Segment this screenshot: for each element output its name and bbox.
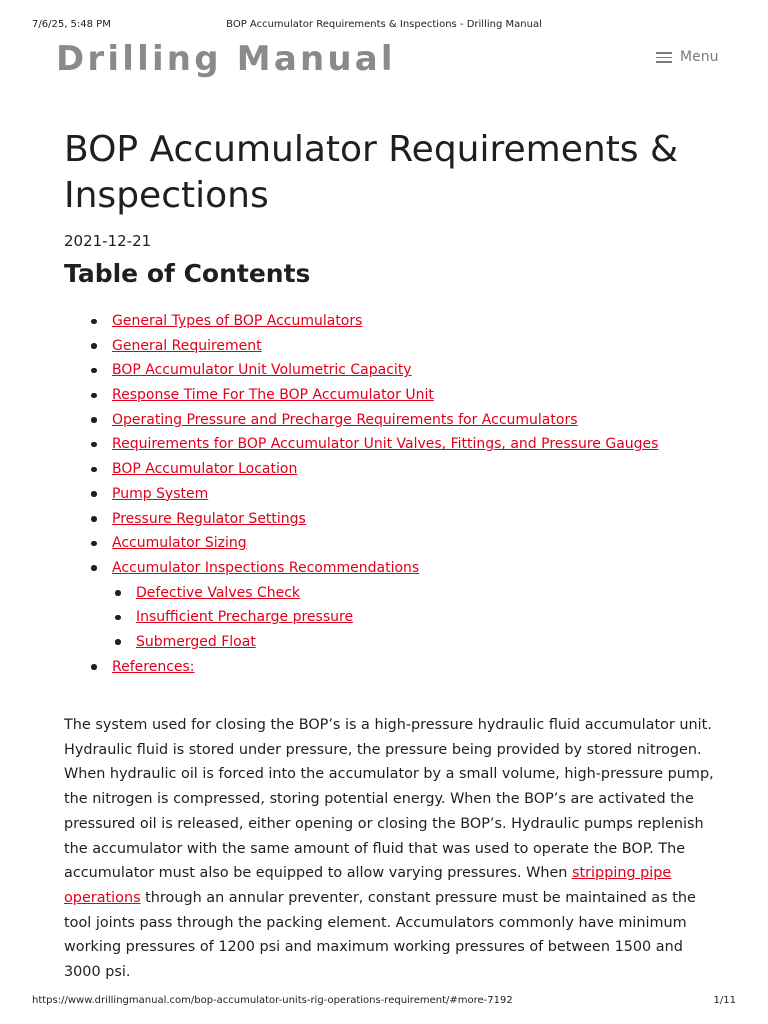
toc-item (64, 630, 658, 655)
toc-link[interactable]: Operating Pressure and Precharge Requirements for Accumulators (112, 411, 578, 428)
toc-link[interactable]: BOP Accumulator Location (112, 461, 298, 478)
toc-item (64, 507, 658, 532)
toc-link[interactable]: Requirements for BOP Accumulator Unit Valves, Fittings, and Pressure Gauges (112, 436, 659, 453)
print-header (0, 19, 768, 33)
toc-item (64, 482, 658, 507)
toc-link[interactable]: BOP Accumulator Unit Volumetric Capacity (112, 362, 412, 379)
toc-item (64, 655, 658, 680)
toc-item (64, 334, 658, 359)
menu-label: Menu (680, 49, 719, 65)
site-title-link[interactable]: Drilling Manual (56, 39, 396, 79)
toc-link[interactable]: Accumulator Inspections Recommendations (112, 559, 420, 576)
print-url: https://www.drillingmanual.com/bop-accumulator-units-rig-operations-requirement/#more-7192 (32, 995, 513, 1006)
hamburger-icon (656, 51, 672, 63)
toc-link[interactable]: References: (112, 658, 195, 675)
toc-item (64, 605, 658, 630)
toc-item (64, 432, 658, 457)
toc-item (64, 531, 658, 556)
toc-item (64, 408, 658, 433)
toc-item (64, 309, 658, 334)
toc-link[interactable]: Pressure Regulator Settings (112, 510, 306, 527)
intro-text-end: through an annular preventer, constant pressure must be maintained as the tool joints pass through the packing element. Accumulators commonly have minimum working pressures of 1200 psi and maximum working pressures of between 1500 and 3000 psi. (64, 889, 696, 981)
toc-item (64, 383, 658, 408)
stripping-pipe-operations-link[interactable]: stripping pipe operations (64, 865, 672, 906)
toc-item (64, 556, 658, 581)
print-page-title: BOP Accumulator Requirements & Inspections - Drilling Manual (226, 19, 542, 30)
toc-link[interactable]: Insufficient Precharge pressure (136, 609, 354, 626)
toc-link[interactable]: Response Time For The BOP Accumulator Unit (112, 387, 434, 404)
table-of-contents (64, 309, 658, 679)
toc-link[interactable]: General Requirement (112, 337, 262, 354)
print-footer (0, 995, 768, 1009)
toc-link[interactable]: Accumulator Sizing (112, 535, 247, 552)
toc-link[interactable]: Defective Valves Check (136, 584, 301, 601)
print-date: 7/6/25, 5:48 PM (32, 19, 111, 30)
toc-item (64, 457, 658, 482)
menu-button[interactable] (656, 46, 718, 68)
toc-link[interactable]: Pump System (112, 485, 209, 502)
print-page-number: 1/11 (713, 995, 736, 1006)
post-date: 2021-12-21 (64, 232, 152, 250)
intro-text-start: The system used for closing the BOP’s is a high-pressure hydraulic fluid accumulator unit. Hydraulic fluid is stored under pressure, the pressure being provided by stored nitrogen. When hydraulic oil is forced into the accumulator by a small volume, high-pressure pump, the nitrogen is compressed, storing potential energy. When the BOP’s are activated the pressured oil is released, either opening or closing the BOP’s. Hydraulic pumps replenish the accumulator with the same amount of fluid that was used to operate the BOP. The accumulator must also be equipped to allow varying pressures. When (64, 717, 714, 882)
toc-link[interactable]: Submerged Float (136, 633, 256, 650)
toc-heading: Table of Contents (64, 259, 311, 288)
page-title: BOP Accumulator Requirements & Inspections (64, 129, 679, 216)
toc-item (64, 581, 658, 606)
toc-item (64, 358, 658, 383)
toc-link[interactable]: General Types of BOP Accumulators (112, 313, 363, 329)
intro-paragraph (64, 713, 714, 985)
